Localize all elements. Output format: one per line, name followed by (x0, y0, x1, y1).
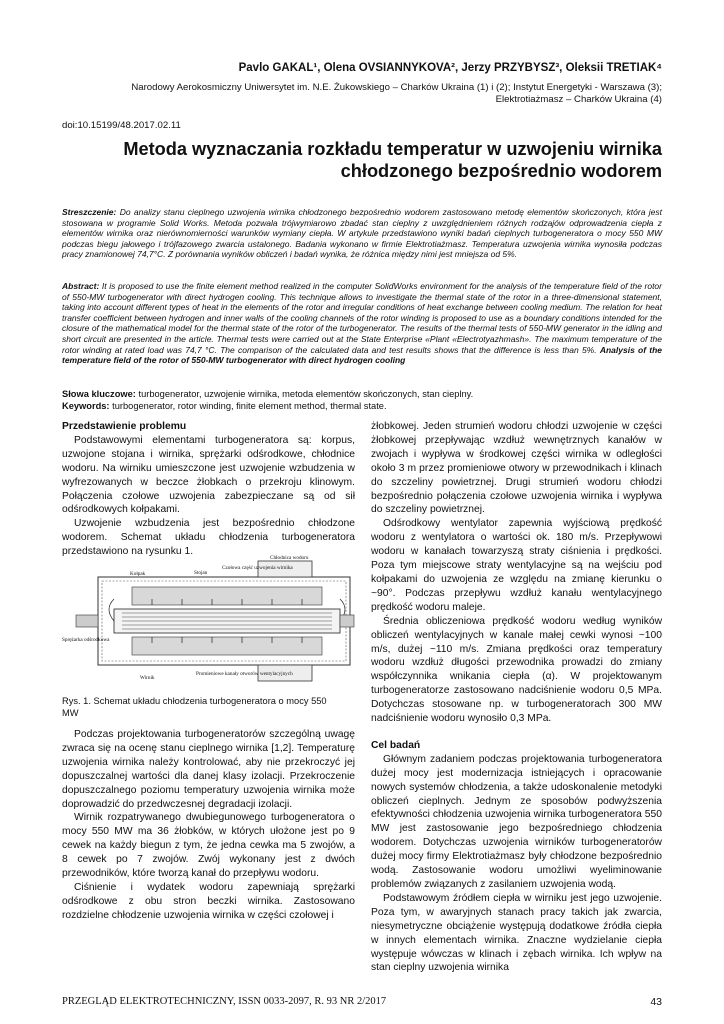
journal-info: PRZEGLĄD ELEKTROTECHNICZNY, ISSN 0033-2097, R. 93 NR 2/2017 (62, 996, 387, 1007)
affiliation-line-1: Narodowy Aerokosmiczny Uniwersytet im. N.E. Żukowskiego – Charków Ukraina (1) i (2); Instytut Energetyki - Warszawa (3); (131, 82, 662, 93)
shaft-end-right (340, 615, 354, 627)
paragraph: Podstawowym źródłem ciepła w wirniku jest jego uzwojenie. Poza tym, w awaryjnych stanach pracy takich jak zwarcia, niesymetryczne obciążenie występują dodatkowe źródła ciepła w innych elementach wirnika. Znaczne wydzielanie ciepła występuje wówczas w klinach i zębach wirnika. Ich wpływ na stan cieplny uzwojenia wirnika (371, 892, 662, 974)
abstract-english-label: Abstract: (62, 281, 100, 291)
paragraph: Podczas projektowania turbogeneratorów szczególną uwagę zwraca się na ocenę stanu cieplnego wirnika [1,2]. Temperaturę uzwojenia wirnika należy kontrolować, aby nie przekroczyć jej dopuszczalnej wartości dla danej klasy izolacji. Przekroczenie dopuszczalnego poziomu temperatury uzwojenia wirnika może doprowadzić do przedwczesnej degradacji izolacji. (62, 729, 355, 810)
affiliation-line-2: Elektrotiażmasz – Charków Ukraina (4) (495, 94, 662, 105)
affiliations (60, 82, 662, 106)
paragraph: Odśrodkowy wentylator zapewnia wyjściową prędkość wodoru z wentylatora o wartości ok. 180 m/s. Przepływowi wodoru w kanałach towarzyszą straty ciśnienia i prędkości. Poza tym miejscowe straty wentylacyjne są na wejściu pod kołpakami do uzwojenia ze względu na zmianę kierunku o ~90°. Podczas przepływu wzdłuż kanału wentylacyjnego prędkość wodoru maleje. (371, 518, 662, 613)
label-channels: Promieniowe kanały otworów wentylacyjnych (196, 671, 293, 677)
label-cap: Kołpak (130, 571, 146, 577)
stator-top (132, 587, 322, 605)
label-rotor: Wirnik (140, 675, 155, 681)
paragraph: Wirnik rozpatrywanego dwubiegunowego turbogeneratora o mocy 550 MW ma 36 żłobków, w których ułożone jest po 9 cewek na każdy biegun z tym, że jedna cewka ma 5 zwojów, a 8 cewek po 7 zwojów. Zwój wykonany jest z dwóch przewodników, które tworzą kanał do przepływu wodoru. (62, 812, 355, 880)
abstract-english-text: It is proposed to use the finite element method realized in the computer SolidWorks environment for the analysis of the temperature field of the rotor of 550-MW turbogenerator with direct hydrogen cooling. This technique allows to investigate the thermal state of the rotor in a three-dimensional statement, taking into account different types of heat in the elements of the rotor and irregular conditions of heat exchange between cooling medium. The relation for heat transfer coefficient between hydrogen and inner walls of the cooling channels of the rotor winding is proposed to use as a boundary conditions intended for the closure of the mathematical model for the thermal state of the rotor of the turbogenerator. The results of the thermal tests of 550-MW generator in the idling and short circuit are presented in the article. Thermal tests were carried out at the State Enterprise «Plant «Electrotyazhmash». The maximum temperature of the rotor winding at rated load was 74,7 °C. The comparison of the calculated data and test results shows that the difference is less than 5%. (62, 281, 662, 355)
paragraph: Ciśnienie i wydatek wodoru zapewniają sprężarki odśrodkowe z obu stron beczki wirnika. Zastosowano rozdzielne chłodzenie uzwojenia wirnika w części czołowej i (62, 881, 355, 921)
page-number: 43 (650, 996, 662, 1008)
keywords (62, 388, 662, 412)
label-stator: Stojan (194, 570, 208, 576)
shaft-end-left (76, 615, 98, 627)
paragraph: Średnia obliczeniowa prędkość wodoru według wyników obliczeń wentylacyjnych w kanale małej cewki wynosi ~100 m/s, dużej ~110 m/s. Zmiana prędkości oraz temperatury wodoru wzdłuż długości przewodnika prowadzi do zmiany współczynnika wnikania ciepła (α). W projektowanym turbogeneratorze zastosowano nadciśnienie wodoru 0,5 MPa. Dotychczas stosowane np. w turbogeneratorach 300 MW nadciśnienie wodoru wynosiło 0,3 MPa. (371, 615, 662, 725)
keywords-pl: turbogenerator, uzwojenie wirnika, metoda elementów skończonych, stan cieplny. (138, 389, 474, 399)
left-column-bottom (62, 728, 355, 923)
keywords-en-label: Keywords: (62, 401, 110, 411)
label-cooler: Chłodnica wodoru (270, 555, 309, 561)
section-heading-problem: Przedstawienie problemu (62, 421, 187, 432)
abstract-polish (62, 207, 662, 260)
section-heading-goal: Cel badań (371, 739, 421, 751)
left-column-top (62, 420, 355, 559)
stator-bottom (132, 637, 322, 655)
label-compressor: Sprężarka odśrodkowa (62, 637, 110, 643)
abstract-english-title: Analysis of the temperature field of the rotor of 550-MW turbogenerator with direct hydrogen cooling (62, 344, 662, 366)
abstract-english (62, 281, 662, 366)
figure-caption: Rys. 1. Schemat układu chłodzenia turbogeneratora o mocy 550 MW (62, 696, 327, 718)
page-footer (62, 996, 662, 1007)
paper-title: Metoda wyznaczania rozkładu temperatur w uzwojeniu wirnika chłodzonego bezpośrednio wodorem (123, 139, 662, 181)
doi[interactable]: doi:10.15199/48.2017.02.11 (62, 120, 181, 131)
abstract-polish-text: Do analizy stanu cieplnego uzwojenia wirnika chłodzonego bezpośrednio wodorem zastosowano metodę elementów skończonych, która jest stosowana w programie Solid Works. Metoda pozwala trójwymiarowo zbadać stan cieplny z uwzględnieniem różnych rodzajów odprowadzenia ciepła z elementów wirnika oraz nierównomierności warunków wymiany ciepła. W artykule przedstawiono wyniki badań cieplnych turbogeneratora o mocy 550 MW podczas biegu jałowego i trójfazowego zwarcia ustalonego. Badania wykonano w firmie Elektrotiażmasz. Temperatura uzwojenia wirnika wynosiła podczas pracy znamionowej 74,7°C. Z porównania wyników obliczeń i badań wynika, że różnica między nimi jest mniejsza od 5%. (62, 207, 662, 260)
label-end-part: Czołowa część uzwojenia wirnika (222, 565, 293, 571)
figure-cooling-scheme (62, 555, 355, 691)
right-column (371, 420, 662, 975)
paragraph: Głównym zadaniem podczas projektowania turbogeneratora dużej mocy jest modernizacja istniejących i opracowanie nowych systemów chłodzenia, a także udoskonalenie metodyki obliczeń cieplnych. Jednym ze sposobów podwyższenia efektywności chłodzenia uzwojenia wirnika turbogeneratora 550 MW jest zastosowanie jego bezpośredniego chłodzenia wodorem. Dotychczas uzwojenia wirników turbogeneratorów dużej mocy firmy Elektrotiażmasz były chłodzone bezpośrednio wodą. Zastosowanie wodoru umożliwi wyeliminowanie problemów związanych z zasilaniem uzwojenia wodą. (371, 753, 662, 890)
paragraph: Uzwojenie wzbudzenia jest bezpośrednio chłodzone wodorem. Schemat układu chłodzenia turbogeneratora przedstawiono na rysunku 1. (62, 518, 355, 558)
keywords-en: turbogenerator, rotor winding, finite element method, thermal state. (112, 401, 387, 411)
paragraph: żłobkowej. Jeden strumień wodoru chłodzi uzwojenie w części żłobkowej przepływając wzdłuż wewnętrznych kanałów w zwojach i wypływa w środkowej części wirnika w odległości około 3 m przez promieniowe otwory w przewodnikach i klinach do szczeliny powietrznej. Drugi strumień wodoru chłodzi bezpośrednio połączenia czołowe uzwojenia wirnika i wypływa do szczeliny powietrznej. (371, 421, 662, 516)
keywords-pl-label: Słowa kluczowe: (62, 389, 136, 399)
paragraph: Podstawowymi elementami turbogeneratora są: korpus, uzwojone stojana i wirnika, sprężarki odśrodkowe, chłodnice wodoru. Na wirniku umieszczone jest uzwojenie wzbudzenia w wyfrezowanych w beczce żłobkach o przekroju klinowym. Połączenia czołowe uzwojenia zabezpieczane są od sił odśrodkowych kołpakami. (62, 434, 355, 516)
authors: Pavlo GAKAL¹, Olena OVSIANNYKOVA², Jerzy PRZYBYSZ³, Oleksii TRETIAK⁴ (238, 62, 662, 74)
cooling-scheme-drawing (62, 555, 355, 691)
abstract-polish-label: Streszczenie: (62, 207, 117, 217)
